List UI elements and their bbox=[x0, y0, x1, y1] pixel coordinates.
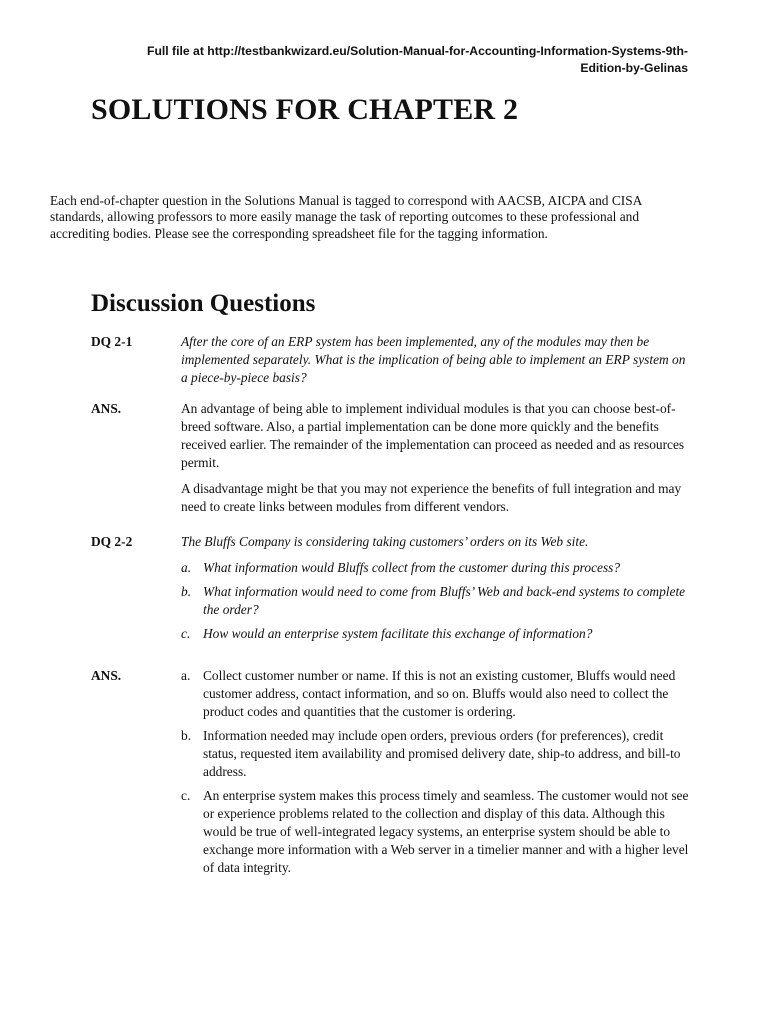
question-text: After the core of an ERP system has been implemented, any of the modules may then be implemented separately. What is the implication of being able to implement an ERP system on a piece-by-piece basis? bbox=[181, 334, 686, 385]
list-item bbox=[181, 787, 691, 877]
question-body bbox=[181, 333, 691, 395]
list-marker: b. bbox=[181, 728, 192, 743]
answer-body bbox=[181, 400, 691, 524]
list-item-text: What information would Bluffs collect from the customer during this process? bbox=[203, 560, 621, 575]
list-item bbox=[181, 625, 691, 643]
list-item bbox=[181, 727, 691, 781]
list-item-text: What information would need to come from Bluffs’ Web and back-end systems to complete the order? bbox=[203, 584, 686, 617]
list-item-text: Information needed may include open orders, previous orders (for preferences), credit status, requested item availability and promised delivery date, ship-to address, and bill-to address. bbox=[203, 728, 681, 779]
answer-subitems bbox=[181, 667, 691, 877]
list-marker: c. bbox=[181, 788, 191, 803]
list-marker: a. bbox=[181, 668, 191, 683]
answer-paragraph-disadvantage: A disadvantage might be that you may not experience the benefits of full integration and may need to create links between modules from different vendors. bbox=[181, 481, 682, 514]
question-label: DQ 2-2 bbox=[91, 534, 133, 549]
chapter-title: SOLUTIONS FOR CHAPTER 2 bbox=[91, 93, 519, 126]
list-item bbox=[181, 583, 691, 619]
list-marker: a. bbox=[181, 560, 192, 575]
question-label: DQ 2-1 bbox=[91, 334, 133, 349]
section-heading-discussion-questions: Discussion Questions bbox=[91, 290, 316, 317]
answer-paragraph-advantage: An advantage of being able to implement individual modules is that you can choose best-of-breed software. Also, a partial implementation can be done more quickly and the benefits received earlier. The remainder of the implementation can proceed as needed and as resources permit. bbox=[181, 401, 685, 470]
question-body bbox=[181, 533, 691, 649]
list-item-text: How would an enterprise system facilitate this exchange of information? bbox=[203, 626, 593, 641]
source-url-header[interactable]: Full file at http://testbankwizard.eu/Solution-Manual-for-Accounting-Information-Systems-9th-Edition-by-Gelinas bbox=[147, 44, 688, 75]
list-item bbox=[181, 667, 691, 721]
list-item-text: An enterprise system makes this process timely and seamless. The customer would not see or experience problems related to the collection and display of this data. Although this would be true of well-integrated legacy systems, an enterprise system should be able to exchange more information with a Web server in a timelier manner and with a higher level of data integrity. bbox=[203, 788, 689, 875]
answer-label: ANS. bbox=[91, 401, 122, 416]
answer-label: ANS. bbox=[91, 668, 122, 683]
list-marker: c. bbox=[181, 626, 191, 641]
list-marker: b. bbox=[181, 584, 192, 599]
list-item bbox=[181, 559, 691, 577]
question-subitems bbox=[181, 559, 691, 643]
intro-paragraph: Each end-of-chapter question in the Solutions Manual is tagged to correspond with AACSB, AICPA and CISA standards, allowing professors to more easily manage the task of reporting outcomes to these professional and accrediting bodies. Please see the corresponding spreadsheet file for the tagging information. bbox=[50, 193, 642, 241]
list-item-text: Collect customer number or name. If this is not an existing customer, Bluffs would need customer address, contact information, and so on. Bluffs would also need to collect the product codes and quantities that the customer is ordering. bbox=[203, 668, 676, 719]
question-text: The Bluffs Company is considering taking customers’ orders on its Web site. bbox=[181, 534, 589, 549]
answer-body bbox=[181, 667, 691, 883]
